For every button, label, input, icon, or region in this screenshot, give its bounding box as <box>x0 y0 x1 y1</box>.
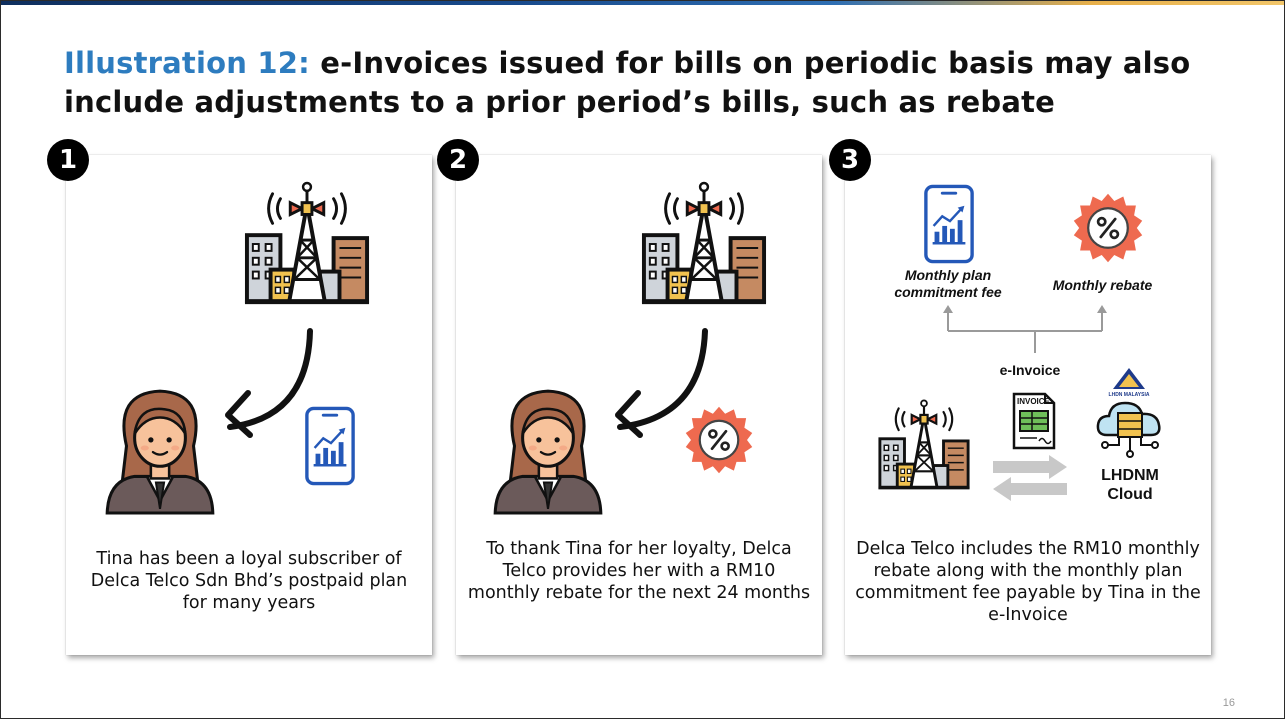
rebate-label: Monthly rebate <box>1052 277 1153 293</box>
commitment-fee-label: Monthly plan commitment fee <box>894 267 1002 300</box>
telecom-tower-city-icon <box>877 399 971 493</box>
split-connector-icon <box>940 305 1110 335</box>
invoice-document-icon <box>1011 391 1057 451</box>
step-2-caption: To thank Tina for her loyalty, Delca Telco provides her with a RM10 monthly rebate for the next 24 months <box>467 539 811 603</box>
woman-avatar-icon <box>104 383 216 515</box>
cloud-label: LHDNM Cloud <box>1101 467 1159 503</box>
step-3-caption: Delca Telco includes the RM10 monthly rebate along with the monthly plan commitment fee payable by Tina in the e-Invoice <box>855 539 1201 625</box>
page-number: 16 <box>1222 697 1235 709</box>
step-1-caption: Tina has been a loyal subscriber of Delca Telco Sdn Bhd’s postpaid plan for many years <box>90 549 408 613</box>
step-card-3 <box>845 155 1211 655</box>
step-number-badge-3: 3 <box>829 139 871 181</box>
title-text: e-Invoices issued for bills on periodic basis may also include adjustments to a prior period’s bills, such as rebate <box>64 46 1191 119</box>
step-card-1 <box>66 155 432 655</box>
exchange-arrows-icon <box>991 455 1069 501</box>
slide-title <box>64 44 1214 122</box>
lhdnm-logo-text: LHDN MALAYSIA <box>1108 392 1150 398</box>
lhdnm-logo-icon <box>1108 367 1150 398</box>
telecom-tower-city-icon <box>243 181 371 309</box>
top-accent-bar <box>1 1 1284 5</box>
discount-badge-icon <box>1072 192 1144 264</box>
discount-badge-icon <box>684 405 754 475</box>
invoice-text: INVOICE <box>1017 397 1050 406</box>
step-number-badge-2: 2 <box>437 139 479 181</box>
arrow-icon <box>216 325 316 435</box>
telecom-tower-city-icon <box>640 181 768 309</box>
woman-avatar-icon <box>492 383 604 515</box>
mobile-chart-icon <box>923 183 975 265</box>
cloud-server-icon <box>1095 397 1165 461</box>
einvoice-label: e-Invoice <box>999 362 1061 378</box>
step-number-badge-1: 1 <box>47 139 89 181</box>
step-card-2 <box>456 155 822 655</box>
title-prefix: Illustration 12: <box>64 46 310 80</box>
mobile-chart-icon <box>304 405 356 487</box>
